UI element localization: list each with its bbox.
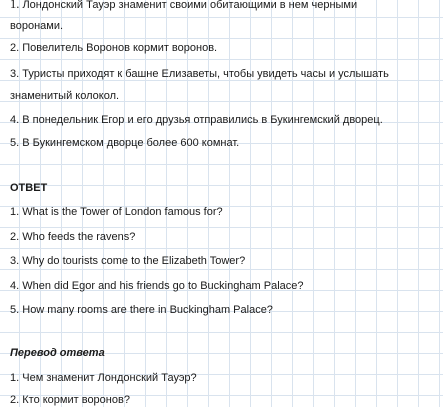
list-item: 5. В Букингемском дворце более 600 комнат. (10, 137, 240, 149)
list-item: 2. Повелитель Воронов кормит воронов. (10, 42, 218, 54)
list-item: 2. Who feeds the ravens? (10, 231, 136, 243)
answer-heading: ОТВЕТ (10, 182, 48, 194)
list-item: 1. Лондонский Тауэр знаменит своими обитающими в нем черными (10, 0, 358, 11)
list-item: 5. How many rooms are there in Buckingham Palace? (10, 304, 273, 316)
list-item: 3. Туристы приходят к башне Елизаветы, чтобы увидеть часы и услышать (10, 68, 389, 80)
list-item: знаменитый колокол. (10, 90, 120, 102)
list-item: 4. В понедельник Егор и его друзья отправились в Букингемский дворец. (10, 114, 383, 126)
list-item: 2. Кто кормит воронов? (10, 394, 130, 406)
list-item: 1. What is the Tower of London famous for? (10, 206, 223, 218)
list-item: 4. When did Egor and his friends go to Buckingham Palace? (10, 280, 304, 292)
list-item: 3. Why do tourists come to the Elizabeth Tower? (10, 255, 246, 267)
list-item: 1. Чем знаменит Лондонский Тауэр? (10, 372, 197, 384)
translation-heading: Перевод ответа (10, 347, 105, 359)
list-item: воронами. (10, 20, 64, 32)
